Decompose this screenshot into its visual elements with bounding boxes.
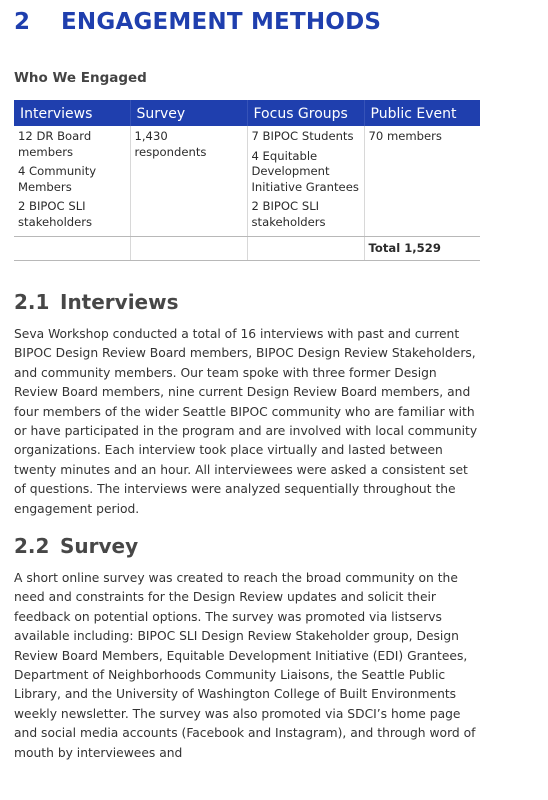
- section-title: Interviews: [60, 290, 179, 314]
- section-number: 2.1: [14, 290, 50, 314]
- column-header-survey: Survey: [130, 100, 247, 126]
- list-item: 2 BIPOC SLI stakeholders: [18, 199, 93, 229]
- interviews-cell: [14, 126, 130, 237]
- survey-paragraph: A short online survey was created to reach the broad community on the need and constraints for the Design Review updates and solicit their feedback on potential options. The survey was promoted via listservs available including: BIPOC SLI Design Review Stakeholder group, Design Review Board Members, Equitable Development Initiative (EDI) Grantees, Department of Neighborhoods Community Liaisons, the Seattle Public Library, and the University of Washington College of Built Environments weekly newsletter. The survey was also promoted via SDCI’s home page and social media accounts (Facebook and Instagram), and through word of mouth by interviewees and: [14, 571, 476, 760]
- public-event-cell: [364, 126, 480, 237]
- chapter-number: 2: [14, 9, 31, 35]
- list-item: 4 Community Members: [18, 164, 97, 194]
- survey-cell: [130, 126, 247, 237]
- table-heading: Who We Engaged: [14, 70, 147, 86]
- focus-groups-cell: [247, 126, 364, 237]
- column-header-public-event: Public Event: [364, 100, 480, 126]
- list-item: 4 Equitable Development Initiative Grantees: [251, 148, 359, 194]
- chapter-title: ENGAGEMENT METHODS: [61, 9, 382, 35]
- column-header-interviews: Interviews: [14, 100, 130, 126]
- section-number: 2.2: [14, 534, 50, 558]
- list-item: 2 BIPOC SLI stakeholders: [251, 199, 326, 229]
- empty-cell: [247, 237, 364, 261]
- chapter-heading: [14, 9, 480, 39]
- table-row: [14, 126, 480, 237]
- section-title: Survey: [60, 534, 139, 558]
- list-item: 12 DR Board members: [18, 129, 92, 159]
- total-cell: [364, 237, 480, 261]
- interviews-paragraph: Seva Workshop conducted a total of 16 interviews with past and current BIPOC Design Review Board members, BIPOC Design Review Stakeholders, and community members. Our team spoke with three former Design Review Board members, nine current Design Review Board members, and four members of the wider Seattle BIPOC community who are familiar with or have participated in the program and are involved with local community organizations. Each interview took place virtually and lasted between twenty minutes and an hour. All interviewees were asked a consistent set of questions. The interviews were analyzed sequentially throughout the engagement period.: [14, 327, 478, 516]
- list-item: 7 BIPOC Students: [251, 129, 354, 143]
- table-header-row: [14, 100, 480, 126]
- table-total-row: [14, 237, 480, 261]
- list-item: 1,430 respondents: [134, 129, 207, 159]
- total-value: Total 1,529: [368, 241, 441, 255]
- empty-cell: [130, 237, 247, 261]
- list-item: 70 members: [368, 129, 442, 143]
- empty-cell: [14, 237, 130, 261]
- column-header-focus-groups: Focus Groups: [247, 100, 364, 126]
- engagement-table: [14, 100, 480, 261]
